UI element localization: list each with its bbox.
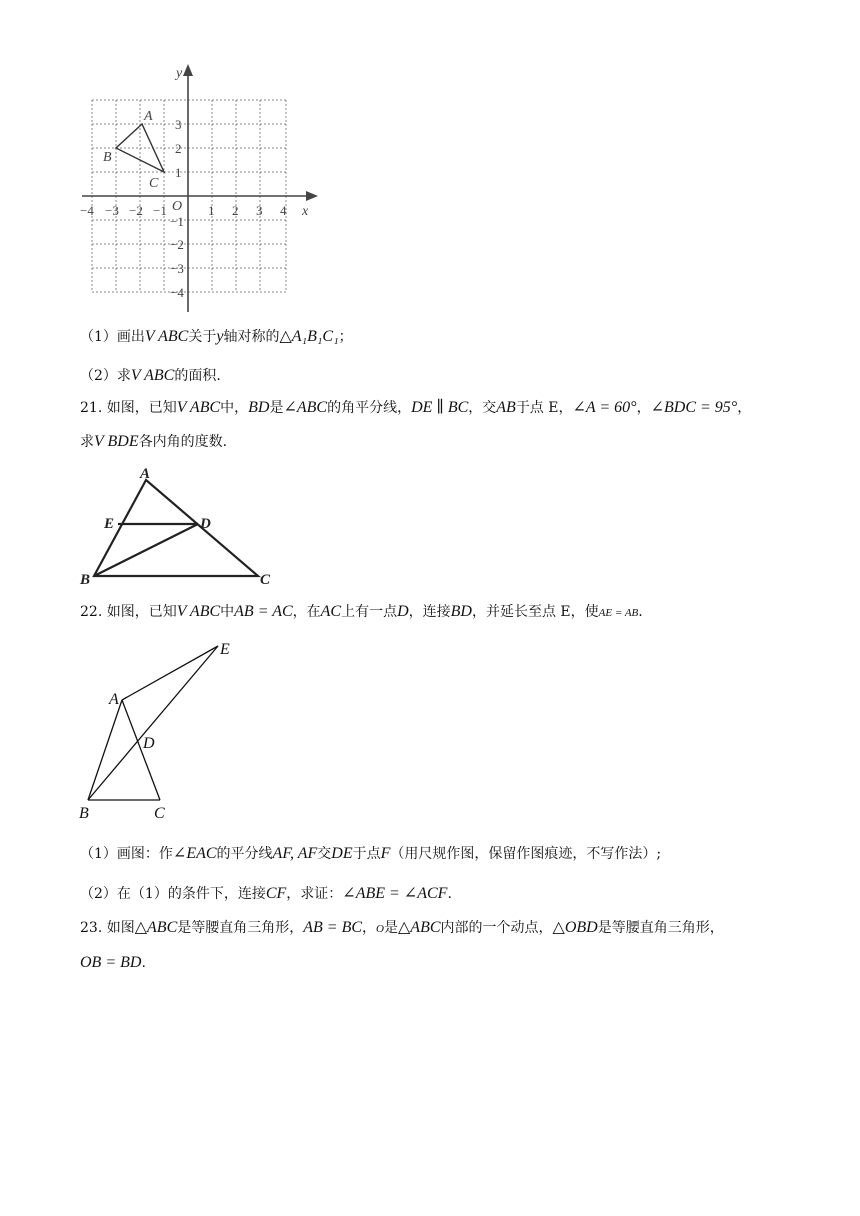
point-a-label: A <box>144 109 153 124</box>
label-b: B <box>80 572 91 588</box>
label-c: C <box>154 805 165 822</box>
q21-stem-line2: 求V BDE各内角的度数. <box>80 433 228 450</box>
q22-part1: （1）画图：作∠EAC的平分线AF, AF交DE于点F（用尺规作图，保留作图痕迹，不写作法）; <box>80 845 662 862</box>
q23-stem-line1: 23. 如图△ABC是等腰直角三角形，AB = BC，O是△ABC内部的一个动点，△OBD是等腰直角三角形， <box>80 919 724 936</box>
point-c-label: C <box>149 176 159 191</box>
y-tick: −3 <box>170 261 184 276</box>
x-axis-label: x <box>302 204 309 219</box>
y-axis-label: y <box>176 66 183 81</box>
label-d: D <box>200 516 211 532</box>
q23-stem-line2: OB = BD. <box>80 954 146 971</box>
q22-triangle-figure <box>76 632 246 824</box>
triangle-abc-outline <box>94 480 258 576</box>
segment-be <box>88 646 218 800</box>
segment-ae <box>122 646 218 700</box>
label-c: C <box>260 572 271 588</box>
q22-part2: （2）在（1）的条件下，连接CF，求证：∠ABE = ∠ACF. <box>80 885 452 902</box>
x-tick: −4 <box>80 203 94 218</box>
label-d: D <box>143 735 155 752</box>
label-a: A <box>109 691 119 708</box>
segment-ab <box>88 700 122 800</box>
x-tick: −3 <box>105 203 119 218</box>
q21-triangle-figure <box>78 462 283 590</box>
label-a: A <box>140 466 151 482</box>
x-tick: 2 <box>232 203 239 218</box>
y-tick: 2 <box>175 141 182 156</box>
q20-part1: （1）画出V ABC关于y轴对称的△A₁B₁C₁； <box>80 328 353 345</box>
x-tick: −1 <box>153 203 167 218</box>
label-e: E <box>220 641 230 658</box>
x-tick: 4 <box>280 203 287 218</box>
y-tick: 1 <box>175 165 182 180</box>
coordinate-grid-figure <box>78 60 328 315</box>
q22-stem: 22. 如图，已知V ABC中AB = AC，在AC上有一点D，连接BD，并延长至点 E，使AE = AB. <box>80 603 643 620</box>
y-tick: 3 <box>175 117 182 132</box>
q20-part2: （2）求V ABC的面积. <box>80 367 221 384</box>
x-tick: −2 <box>129 203 143 218</box>
y-axis-arrow-icon <box>183 64 193 76</box>
x-tick: 1 <box>208 203 215 218</box>
label-b: B <box>79 805 89 822</box>
q21-stem-line1: 21. 如图，已知V ABC中，BD是∠ABC的角平分线，DE ∥ BC，交AB于点 E，∠A = 60°，∠BDC = 95°， <box>80 399 752 416</box>
y-tick: −4 <box>170 285 184 300</box>
y-tick: −2 <box>170 237 184 252</box>
x-axis-arrow-icon <box>306 191 318 201</box>
x-tick: 3 <box>256 203 263 218</box>
label-e: E <box>104 516 115 532</box>
origin-label: O <box>172 199 183 214</box>
point-b-label: B <box>103 150 112 165</box>
y-tick: −1 <box>170 214 184 229</box>
